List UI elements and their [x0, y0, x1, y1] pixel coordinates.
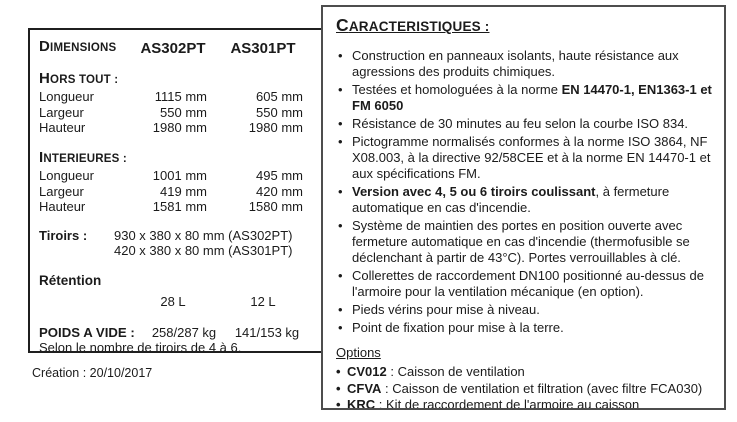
feature-item: • Résistance de 30 minutes au feu selon la courbe ISO 834. — [336, 116, 714, 132]
feature-item: • Pictogramme normalisés conformes à la norme ISO 3864, NF X08.003, à la directive 92/58CEE et à la norme EN 14470-1 et aux spécifications FM. — [336, 134, 714, 182]
tiroirs-line: 930 x 380 x 80 mm (AS302PT) — [114, 227, 293, 243]
retention-value-as301pt: 12 L — [250, 294, 276, 309]
section-hors-tout — [39, 71, 324, 136]
row-label: Hauteur — [39, 199, 86, 214]
row-value-as301pt: 550 mm — [256, 104, 303, 120]
poids-note: Selon le nombre de tiroirs de 4 à 6. — [39, 340, 242, 353]
row-label: Largeur — [39, 183, 84, 199]
dimension-row — [39, 120, 324, 136]
row-label: Hauteur — [39, 120, 86, 135]
model-header-as302pt: AS302PT — [140, 40, 206, 57]
feature-item: • Construction en panneaux isolants, haute résistance aux agressions des produits chimiques. — [336, 48, 714, 80]
feature-item: • Version avec 4, 5 ou 6 tiroirs coulissant, à fermeture automatique en cas d'incendie. — [336, 184, 714, 216]
features-list — [336, 48, 714, 336]
poids-value-as302pt: 258/287 kg — [151, 324, 217, 340]
retention-label: Rétention — [39, 272, 102, 288]
row-value-as301pt: 420 mm — [256, 183, 303, 199]
feature-item: • Testées et homologuées à la norme EN 14470-1, EN1363-1 et FM 6050 — [336, 82, 714, 114]
tiroirs-label: Tiroirs : — [39, 227, 88, 243]
section-interieures — [39, 150, 324, 215]
feature-item: • Pieds vérins pour mise à niveau. — [336, 302, 714, 318]
poids-row — [39, 325, 324, 341]
retention-value-as302pt: 28 L — [160, 294, 186, 309]
dimension-row — [39, 168, 324, 184]
tiroirs-row — [39, 228, 324, 259]
dimension-row — [39, 105, 324, 121]
dimension-row — [39, 199, 324, 215]
option-text: : Caisson de ventilation et filtration (avec filtre FCA030) — [381, 380, 703, 396]
row-label: Longueur — [39, 89, 94, 104]
tiroirs-values — [114, 228, 324, 259]
section-heading: INTERIEURES : — [39, 148, 127, 166]
section-heading: HORS TOUT : — [39, 69, 119, 87]
row-value-as302pt: 419 mm — [160, 183, 207, 199]
feature-item: • Point de fixation pour mise à la terre. — [336, 320, 714, 336]
dimension-row — [39, 184, 324, 200]
row-value-as301pt: 605 mm — [256, 89, 303, 104]
row-value-as302pt: 1980 mm — [152, 120, 207, 135]
option-text: : Caisson de ventilation — [386, 364, 525, 379]
retention-values-row — [39, 294, 324, 310]
caracteristiques-panel — [321, 5, 726, 410]
dimensions-panel — [28, 28, 326, 353]
row-label: Largeur — [39, 104, 84, 120]
option-item — [336, 397, 714, 410]
options-list — [336, 364, 714, 410]
row-label: Longueur — [39, 168, 94, 183]
tiroirs-line: 420 x 380 x 80 mm (AS301PT) — [114, 243, 293, 258]
poids-value-as301pt: 141/153 kg — [234, 324, 300, 340]
row-value-as302pt: 1115 mm — [154, 89, 207, 104]
option-code: CV012 — [347, 364, 387, 379]
row-value-as301pt: 1580 mm — [248, 199, 303, 214]
row-value-as302pt: 1581 mm — [152, 199, 207, 214]
feature-item: • Collerettes de raccordement DN100 positionné au-dessus de l'armoire pour la ventilation mécanique (en option). — [336, 268, 714, 300]
row-value-as301pt: 495 mm — [256, 168, 303, 183]
creation-date: Création : 20/10/2017 — [32, 366, 153, 380]
option-text: : Kit de raccordement de l'armoire au caisson — [375, 397, 640, 410]
row-value-as302pt: 1001 mm — [152, 168, 207, 183]
caracteristiques-title: CARACTERISTIQUES : — [336, 15, 490, 35]
dimensions-title: DIMENSIONS — [39, 38, 117, 55]
options-section — [336, 345, 714, 410]
option-code: CFVA — [347, 380, 382, 396]
dimension-row — [39, 89, 324, 105]
options-heading: Options — [336, 345, 381, 360]
row-value-as301pt: 1980 mm — [248, 120, 303, 135]
row-value-as302pt: 550 mm — [160, 104, 207, 120]
dimensions-header-row — [39, 39, 324, 57]
option-item — [336, 381, 714, 398]
poids-label: POIDS A VIDE : — [39, 324, 135, 340]
feature-item: • Système de maintien des portes en position ouverte avec fermeture automatique en cas d'incendie (thermofusible se déclenchant à partir de 43°C). Portes verrouillables à clé. — [336, 218, 714, 266]
model-header-as301pt: AS301PT — [230, 40, 296, 57]
retention-section — [39, 273, 324, 310]
option-item — [336, 364, 714, 381]
option-code: KRC — [347, 397, 376, 410]
